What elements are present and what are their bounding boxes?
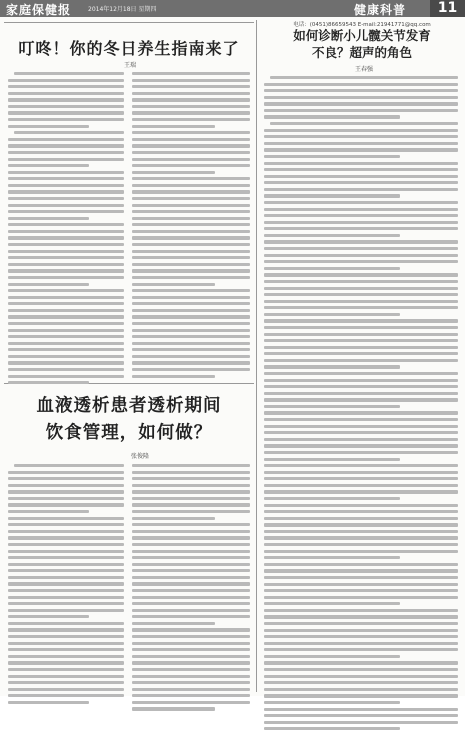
article-body-column	[132, 72, 250, 378]
article-byline: 王瑞	[123, 62, 136, 69]
article-body-column	[132, 464, 250, 711]
article-body-column	[264, 76, 458, 730]
section-title: 家庭保健报	[6, 3, 72, 17]
article-body-column	[8, 72, 124, 384]
article-headline	[264, 27, 460, 61]
headline-line: 如何诊断小儿髋关节发育	[293, 28, 431, 43]
article-byline: 张俊隆	[130, 453, 149, 460]
article-body-column	[8, 464, 124, 704]
headline-line: 饮食管理，如何做？	[45, 423, 213, 443]
contact-line: 电话：(0451)86659543 E-mail:21941771@qq.com	[293, 22, 431, 28]
top-rule	[4, 22, 254, 23]
article-byline: 王春强	[354, 66, 373, 73]
article-headline	[8, 393, 250, 447]
page-masthead: 健康科普	[354, 3, 407, 17]
page-header	[0, 0, 465, 17]
page-number: 11	[430, 0, 465, 17]
column-divider	[256, 20, 257, 692]
issue-date: 2014年12月18日 星期四	[88, 6, 157, 13]
article-headline: 叮咚！你的冬日养生指南来了	[18, 39, 240, 58]
headline-line: 血液透析患者透析期间	[36, 396, 222, 416]
headline-line: 不良？超声的角色	[311, 45, 412, 60]
